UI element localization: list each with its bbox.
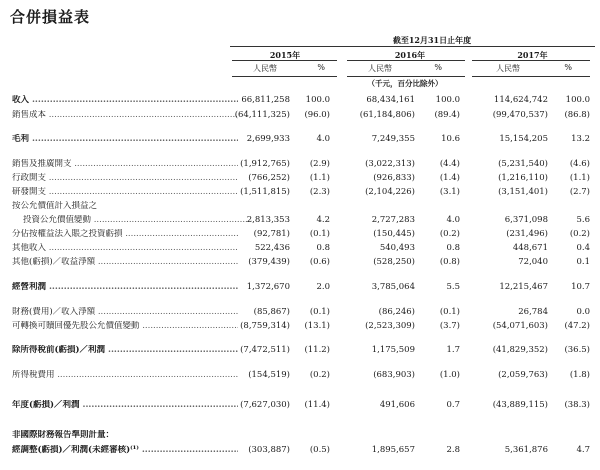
percent-cell: 100.0 [435,95,460,105]
percent-cell: (1.8) [569,370,590,380]
amount-cell: 15,154,205 [499,134,548,144]
table-row [0,400,600,411]
percent-cell: (38.3) [564,400,590,410]
percent-cell: (0.1) [309,229,330,239]
amount-cell: (3,151,401) [498,187,548,197]
amount-cell: (1,511,815) [240,187,290,197]
row-label: 分佔按權益法入賬之投資虧損 ..... [12,229,238,240]
table-row [0,282,600,293]
percent-cell: 4.7 [576,445,590,455]
amount-cell: 114,624,742 [493,95,548,105]
table-row [0,307,600,318]
amount-cell: 68,434,161 [366,95,415,105]
period-header: 截至12月31日止年度 [392,35,472,45]
amount-cell: 7,249,355 [371,134,415,144]
amount-cell: (3,022,313) [365,159,415,169]
table-row [0,134,600,145]
row-label: 投資公允價值變動 ..... [23,215,249,226]
table-row [0,321,600,332]
currency-2016: 人民幣 [368,64,392,73]
amount-cell: 26,784 [518,307,548,317]
percent-cell: (11.2) [304,345,330,355]
amount-cell: (64,111,325) [234,110,290,120]
year-rule-2016 [347,60,465,61]
table-row [0,187,600,198]
year-rule-2017 [472,60,590,61]
amount-cell: (926,833) [373,173,415,183]
amount-cell: (85,867) [253,307,290,317]
percent-cell: 2.0 [316,282,330,292]
percent-cell: (89.4) [434,110,460,120]
currency-2017: 人民幣 [496,64,520,73]
percent-cell: (2.9) [309,159,330,169]
amount-cell: (231,496) [506,229,548,239]
percent-cell: 13.2 [571,134,590,144]
percent-cell: 5.5 [446,282,460,292]
amount-cell: 2,727,283 [371,215,415,225]
percent-cell: 4.0 [446,215,460,225]
percent-cell: 0.8 [316,243,330,253]
percent-cell: (11.4) [304,400,330,410]
row-label: 可轉換可贖回優先股公允價值變動 ..... [12,321,238,332]
row-label: 銷售及推廣開支 ..... [12,159,238,170]
amount-cell: (7,627,030) [240,400,290,410]
row-label: 毛利 ..... [12,134,238,145]
percent-cell: (86.8) [564,110,590,120]
amount-cell: (41,829,352) [492,345,548,355]
row-label: 其他收入 ..... [12,243,238,254]
percent-cell: 5.6 [576,215,590,225]
table-row [0,257,600,268]
row-label: 年度(虧損)／利潤 ..... [12,400,238,411]
percent-cell: (4.6) [569,159,590,169]
percent-cell: (1.4) [439,173,460,183]
table-row [0,173,600,184]
percent-cell: 10.6 [441,134,460,144]
percent-cell: 1.7 [446,345,460,355]
percent-cell: 0.4 [576,243,590,253]
percent-cell: 2.8 [446,445,460,455]
unit-rule-2015 [232,76,337,77]
year-2017: 2017年 [517,50,548,60]
amount-cell: 448,671 [512,243,548,253]
row-label: 經營利潤 ..... [12,282,238,293]
percent-cell: 0.8 [446,243,460,253]
row-label: 除所得稅前(虧損)／利潤 ..... [12,345,238,356]
row-label: 其他(虧損)／收益淨額 ..... [12,257,238,268]
table-row [0,95,600,106]
row-label: 研發開支 ..... [12,187,238,198]
amount-cell: 1,372,670 [246,282,290,292]
percent-cell: (0.6) [309,257,330,267]
row-label: 收入 ..... [12,95,238,106]
amount-cell: (1,912,765) [240,159,290,169]
percent-cell: (1.1) [569,173,590,183]
percent-cell: 0.7 [446,400,460,410]
percent-cell: 4.2 [316,215,330,225]
row-label: 行政開支 ..... [12,173,238,184]
table-row [0,159,600,170]
percent-2015: % [317,63,325,72]
year-2015: 2015年 [269,50,301,60]
amount-cell: 2,813,353 [246,215,290,225]
amount-cell: 491,606 [379,400,415,410]
percent-cell: (1.0) [439,370,460,380]
amount-cell: (1,216,110) [498,173,548,183]
amount-cell: 6,371,098 [504,215,548,225]
amount-cell: 1,895,657 [371,445,415,455]
year-2016: 2016年 [394,50,426,60]
percent-cell: (0.8) [439,257,460,267]
amount-cell: 12,215,467 [499,282,548,292]
amount-cell: (86,246) [378,307,415,317]
year-rule-2015 [232,60,337,61]
row-label: 財務(費用)／收入淨額 ..... [12,307,238,318]
percent-cell: 0.1 [576,257,590,267]
table-row [0,445,600,456]
table-row [0,201,600,212]
unit-note: （千元，百分比除外） [367,79,443,88]
amount-cell: (43,889,115) [492,400,548,410]
amount-cell: (92,781) [253,229,290,239]
row-label: 所得稅費用 ..... [12,370,238,381]
amount-cell: (54,071,603) [492,321,548,331]
statement-title: 合併損益表 [10,8,91,26]
amount-cell: (8,759,314) [240,321,290,331]
amount-cell: (5,231,540) [498,159,548,169]
amount-cell: (303,887) [248,445,290,455]
percent-cell: (0.2) [569,229,590,239]
percent-cell: (96.0) [304,110,330,120]
percent-cell: (0.1) [309,307,330,317]
amount-cell: 72,040 [518,257,548,267]
percent-cell: (47.2) [564,321,590,331]
amount-cell: (683,903) [373,370,415,380]
amount-cell: 3,785,064 [371,282,415,292]
percent-cell: 100.0 [305,95,330,105]
percent-cell: (36.5) [564,345,590,355]
percent-cell: (13.1) [304,321,330,331]
row-label: 非國際財務報告準則計量： [12,430,115,440]
amount-cell: (7,472,511) [240,345,290,355]
percent-cell: 0.0 [576,307,590,317]
percent-cell: (0.2) [439,229,460,239]
percent-cell: (3.7) [439,321,460,331]
percent-cell: (0.1) [439,307,460,317]
table-row [0,345,600,356]
amount-cell: 540,493 [379,243,415,253]
table-row [0,110,600,121]
amount-cell: (150,445) [373,229,415,239]
percent-cell: (0.2) [309,370,330,380]
amount-cell: (766,252) [248,173,290,183]
row-label: 經調整(虧損)／利潤(未經審核)⁽¹⁾ ..... [12,445,238,456]
amount-cell: 5,361,876 [504,445,548,455]
percent-cell: (3.1) [439,187,460,197]
unit-rule-2016 [347,76,465,77]
percent-2017: % [564,63,572,72]
percent-cell: 10.7 [571,282,590,292]
table-row [0,229,600,240]
table-row [0,370,600,381]
unit-rule-2017 [472,76,590,77]
percent-cell: (2.7) [569,187,590,197]
amount-cell: 1,175,509 [371,345,415,355]
header-rule [230,46,595,47]
row-label: 按公允價值計入損益之 [12,201,98,211]
amount-cell: 2,699,933 [246,134,290,144]
currency-2015: 人民幣 [253,64,277,73]
percent-cell: (0.5) [309,445,330,455]
percent-cell: 4.0 [316,134,330,144]
amount-cell: (2,523,309) [365,321,415,331]
percent-cell: (2.3) [309,187,330,197]
table-row [0,215,600,226]
row-label: 銷售成本 ..... [12,110,238,121]
amount-cell: (61,184,806) [359,110,415,120]
amount-cell: 522,436 [254,243,290,253]
percent-cell: (4.4) [439,159,460,169]
amount-cell: (2,059,763) [498,370,548,380]
percent-cell: 100.0 [565,95,590,105]
amount-cell: (154,519) [248,370,290,380]
amount-cell: (2,104,226) [365,187,415,197]
amount-cell: 66,811,258 [241,95,290,105]
percent-cell: (1.1) [309,173,330,183]
percent-2016: % [434,63,442,72]
amount-cell: (379,439) [248,257,290,267]
table-row [0,243,600,254]
table-row [0,430,600,441]
amount-cell: (528,250) [373,257,415,267]
amount-cell: (99,470,537) [492,110,548,120]
